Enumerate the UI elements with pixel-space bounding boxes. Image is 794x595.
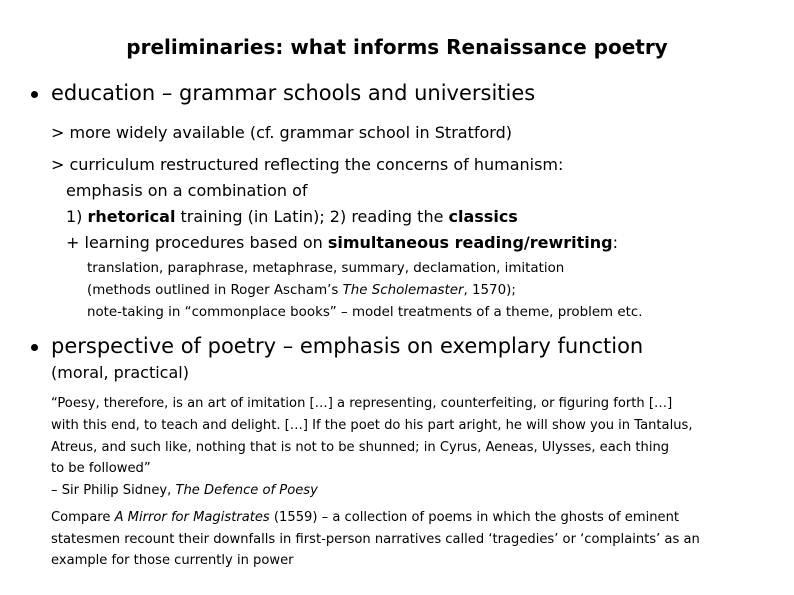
quote-attribution (51, 483, 318, 498)
text-run: training (in Latin); 2) reading the (175, 207, 449, 226)
book-title-defence-of-poesy: The Defence of Poesy (175, 483, 318, 498)
text-run: Compare (51, 510, 115, 525)
quote-line-2: with this end, to teach and delight. […] If the poet do his part aright, he will show you in Tantalus, (51, 418, 693, 433)
section-heading-education: education – grammar schools and universities (51, 81, 536, 105)
text-run: 1) (66, 207, 88, 226)
methods-line-3: note-taking in “commonplace books” – model treatments of a theme, problem etc. (87, 305, 643, 320)
section-subheading: (moral, practical) (51, 363, 189, 382)
emphasis-rhetorical: rhetorical (87, 207, 176, 226)
emphasis-simultaneous-reading: simultaneous reading/rewriting (327, 233, 613, 252)
emphasis-classics: classics (448, 207, 518, 226)
text-run: – Sir Philip Sidney, (51, 483, 176, 498)
text-run: , 1570); (463, 283, 516, 298)
quote-line-4: to be followed” (51, 461, 151, 476)
quote-line-1: “Poesy, therefore, is an art of imitation […] a representing, counterfeiting, or figuring forth […] (51, 396, 673, 411)
education-line-4 (66, 207, 518, 226)
book-title-scholemaster: The Scholemaster (342, 283, 464, 298)
slide-title: preliminaries: what informs Renaissance poetry (126, 35, 668, 59)
education-line-2: > curriculum restructured reflecting the concerns of humanism: (51, 155, 564, 174)
text-run: (1559) – a collection of poems in which the ghosts of eminent (269, 510, 680, 525)
education-line-3: emphasis on a combination of (66, 181, 308, 200)
section-heading-poetry: perspective of poetry – emphasis on exemplary function (51, 334, 644, 358)
education-line-5 (66, 233, 618, 252)
quote-line-3: Atreus, and such like, nothing that is not to be shunned; in Cyrus, Aeneas, Ulysses, each thing (51, 440, 670, 455)
compare-line-2: statesmen recount their downfalls in first-person narratives called ‘tragedies’ or ‘complaints’ as an (51, 532, 700, 547)
compare-line-1 (51, 510, 679, 525)
text-run: (methods outlined in Roger Ascham’s (87, 283, 343, 298)
text-run: : (612, 233, 619, 252)
book-title-mirror-for-magistrates: A Mirror for Magistrates (114, 510, 270, 525)
methods-line-1: translation, paraphrase, metaphrase, summary, declamation, imitation (87, 261, 565, 276)
methods-line-2 (87, 283, 516, 298)
education-line-1: > more widely available (cf. grammar school in Stratford) (51, 123, 512, 142)
bullet-icon (31, 91, 38, 98)
text-run: + learning procedures based on (66, 233, 328, 252)
bullet-icon (31, 344, 38, 351)
compare-line-3: example for those currently in power (51, 553, 294, 568)
